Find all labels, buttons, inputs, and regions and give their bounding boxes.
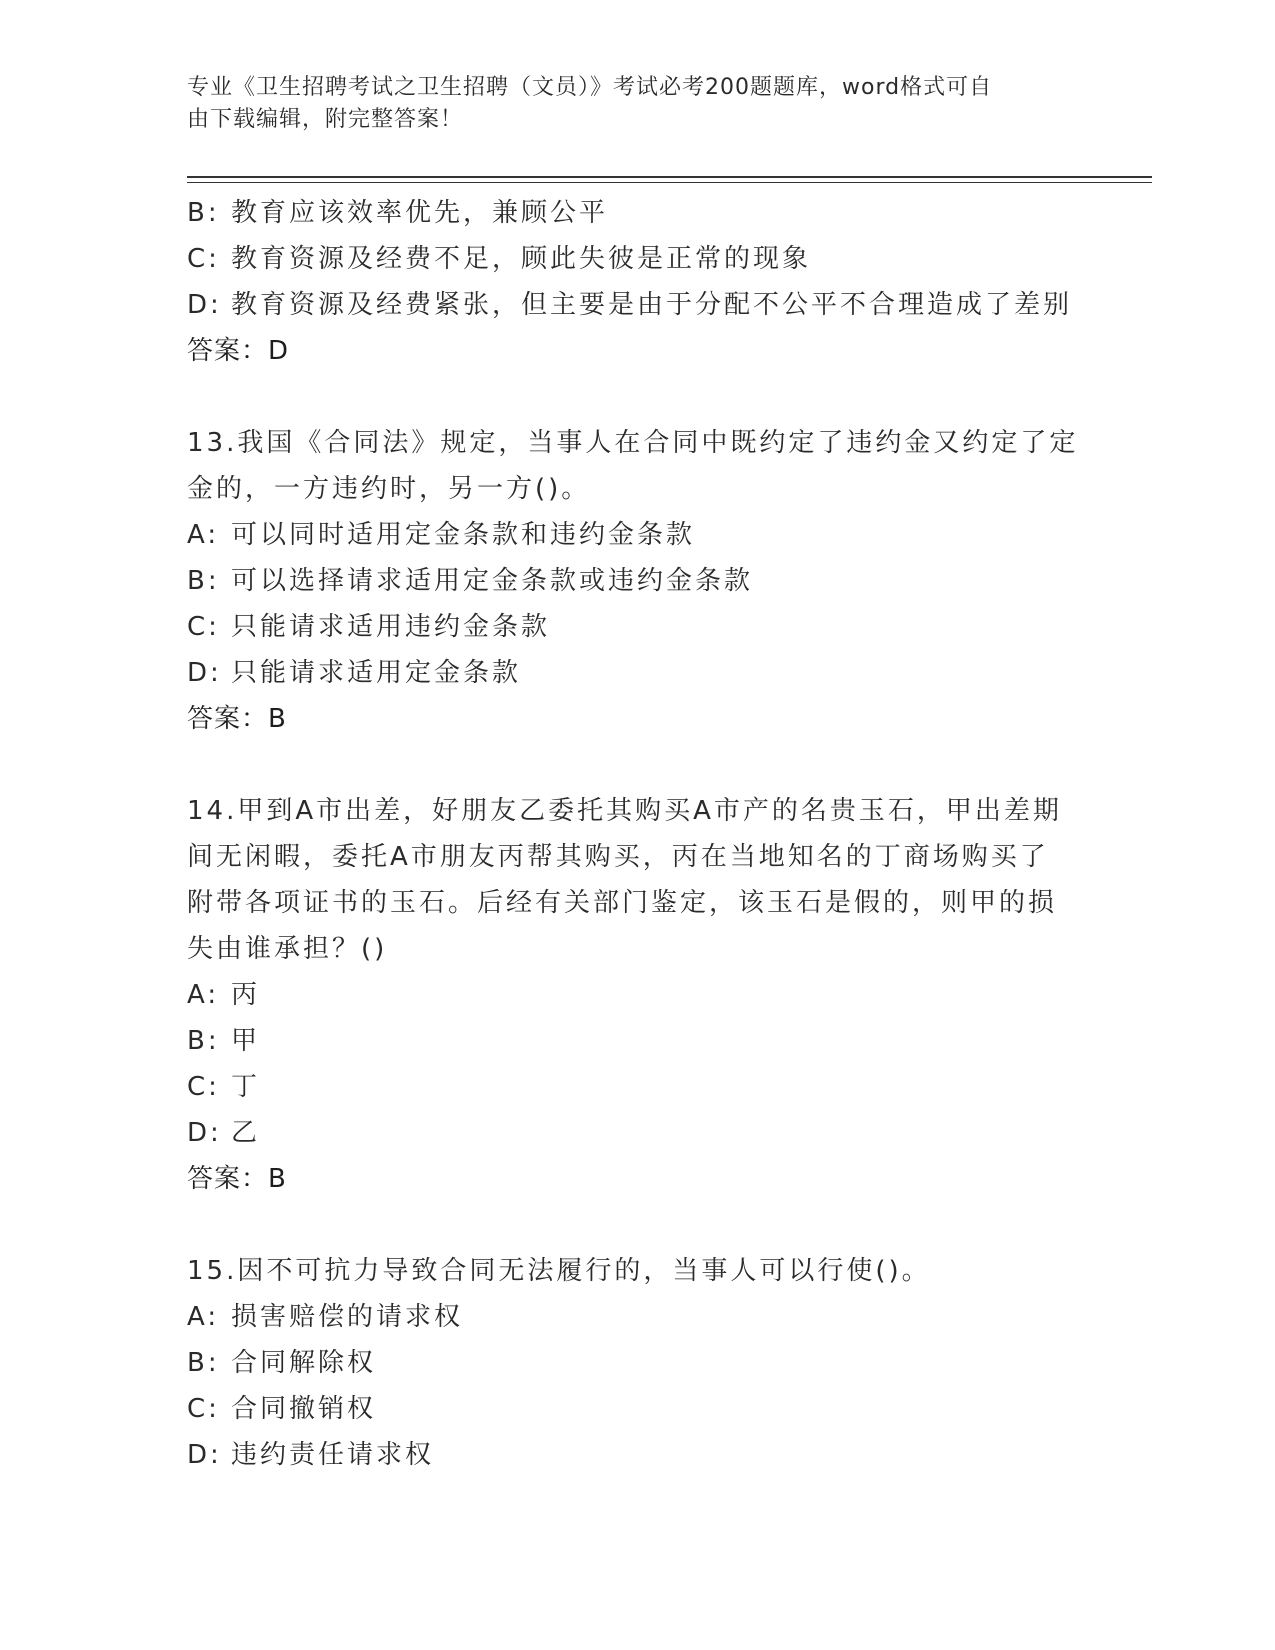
option-key: B: [187,1348,220,1378]
prev-question-block [187,190,1087,374]
option-c [187,236,1087,282]
option-text: 甲 [231,1026,261,1056]
option-text: 乙 [231,1118,261,1148]
option-key: D: [187,1440,222,1470]
option-text: 合同撤销权 [231,1394,377,1424]
option-key: C: [187,244,220,274]
option-key: D: [187,658,222,688]
header-divider-thick [187,176,1152,178]
option-text: 只能请求适用违约金条款 [231,612,551,642]
option-d [187,650,1087,696]
option-a [187,1294,1087,1340]
document-header [187,72,1067,136]
option-text: 可以同时适用定金条款和违约金条款 [231,520,696,550]
option-key: C: [187,1072,220,1102]
question-stem-line: 附带各项证书的玉石。后经有关部门鉴定，该玉石是假的，则甲的损 [187,888,1058,918]
option-b [187,1018,1087,1064]
option-text: 丙 [231,980,261,1010]
spacer [187,1202,1087,1248]
header-divider-thin [187,182,1152,183]
question-stem-line: 15.因不可抗力导致合同无法履行的，当事人可以行使()。 [187,1256,931,1286]
question-stem-line: 14.甲到A市出差，好朋友乙委托其购买A市产的名贵玉石，甲出差期 [187,796,1062,826]
option-key: C: [187,1394,220,1424]
option-text: 可以选择请求适用定金条款或违约金条款 [231,566,754,596]
question-stem-line: 13.我国《合同法》规定，当事人在合同中既约定了违约金又约定了定 [187,428,1079,458]
option-c [187,1064,1087,1110]
header-line-1: 专业《卫生招聘考试之卫生招聘（文员）》考试必考200题题库，word格式可自 [187,75,993,100]
option-key: D: [187,290,222,320]
answer-line: 答案：B [187,704,287,734]
option-c [187,604,1087,650]
option-text: 丁 [231,1072,261,1102]
answer-line: 答案：B [187,1164,287,1194]
option-d [187,1432,1087,1478]
option-key: A: [187,1302,220,1332]
question-list [187,190,1087,1478]
option-key: D: [187,1118,222,1148]
option-c [187,1386,1087,1432]
spacer [187,374,1087,420]
option-b [187,190,1087,236]
question-13-block [187,420,1087,742]
option-key: A: [187,980,220,1010]
option-key: B: [187,566,220,596]
question-15-block [187,1248,1087,1478]
option-key: A: [187,520,220,550]
option-a [187,972,1087,1018]
option-text: 教育资源及经费紧张，但主要是由于分配不公平不合理造成了差别 [231,290,1073,320]
option-b [187,558,1087,604]
question-stem-line: 间无闲暇，委托A市朋友丙帮其购买，丙在当地知名的丁商场购买了 [187,842,1049,872]
option-text: 教育资源及经费不足，顾此失彼是正常的现象 [231,244,812,274]
option-text: 教育应该效率优先，兼顾公平 [231,198,609,228]
question-stem-line: 金的，一方违约时，另一方()。 [187,474,591,504]
option-key: B: [187,198,220,228]
option-key: C: [187,612,220,642]
header-line-2: 由下载编辑，附完整答案！ [187,107,464,132]
spacer [187,742,1087,788]
option-d [187,1110,1087,1156]
option-text: 只能请求适用定金条款 [231,658,522,688]
option-text: 合同解除权 [231,1348,377,1378]
option-key: B: [187,1026,220,1056]
question-stem-line: 失由谁承担？() [187,934,388,964]
option-text: 损害赔偿的请求权 [231,1302,464,1332]
option-d [187,282,1087,328]
question-14-block [187,788,1087,1202]
option-text: 违约责任请求权 [231,1440,435,1470]
answer-line: 答案：D [187,336,290,366]
option-a [187,512,1087,558]
option-b [187,1340,1087,1386]
